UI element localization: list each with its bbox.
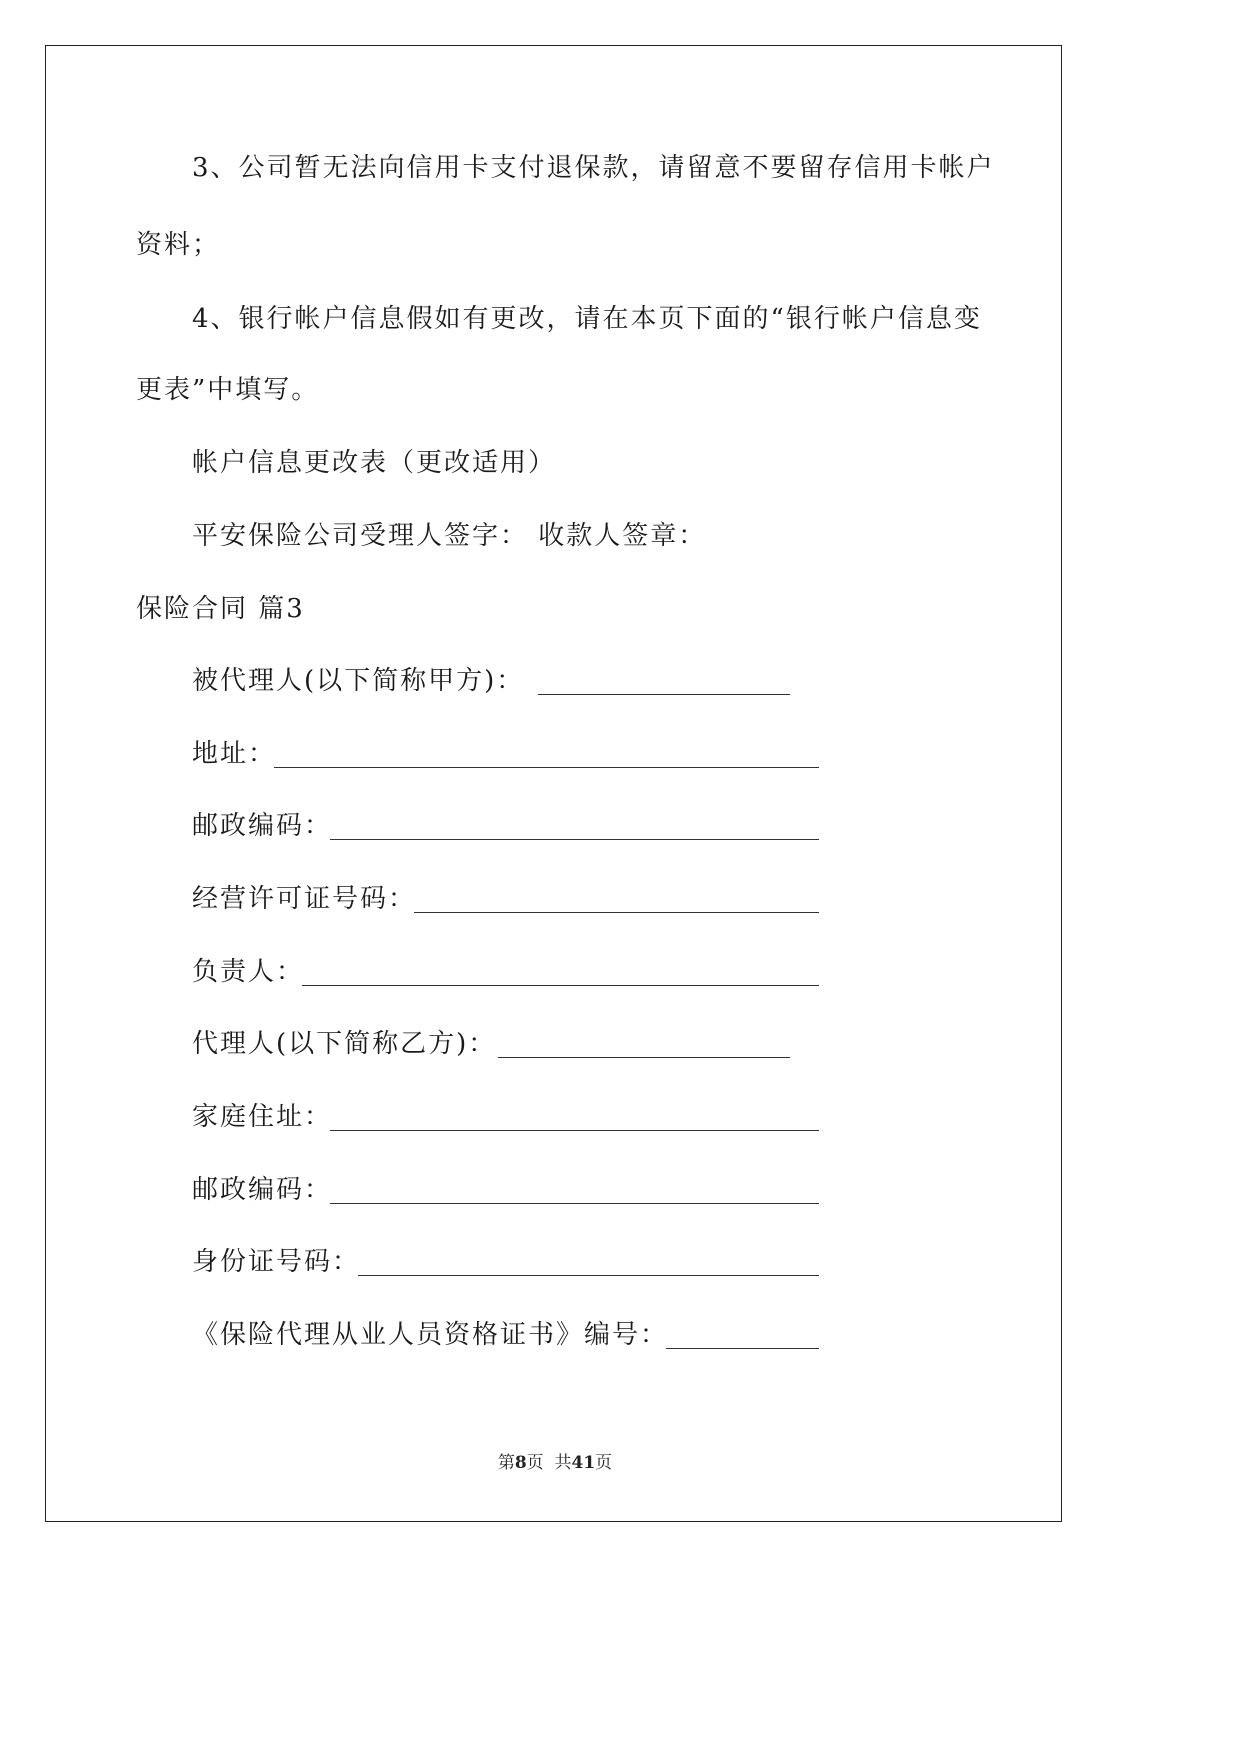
form-field-label: 地址： (192, 739, 277, 769)
paragraph-4-line-2: 更表”中填写。 (136, 375, 320, 405)
fill-in-blank[interactable] (274, 738, 819, 770)
page-border (45, 45, 1062, 1522)
paragraph-3-line-1: 3、公司暂无法向信用卡支付退保款，请留意不要留存信用卡帐户 (192, 153, 995, 183)
form-field-principal (192, 665, 524, 697)
footer-suffix: 页 (595, 1453, 613, 1473)
form-field-certificate-number (192, 1319, 668, 1351)
fill-in-blank[interactable] (498, 1028, 790, 1060)
fill-in-blank[interactable] (330, 1174, 819, 1206)
form-field-label: 负责人： (192, 957, 305, 987)
form-field-license-number (192, 883, 416, 915)
fill-in-blank[interactable] (358, 1246, 819, 1278)
form-field-label: 代理人(以下简称乙方)： (192, 1029, 497, 1059)
form-field-label: 《保险代理从业人员资格证书》编号： (192, 1320, 669, 1350)
form-field-address (192, 738, 276, 770)
form-field-home-address (192, 1101, 332, 1133)
fill-in-blank[interactable] (414, 883, 819, 915)
form-field-label: 被代理人(以下简称甲方)： (192, 666, 525, 696)
form-field-label: 身份证号码： (192, 1247, 361, 1277)
paragraph-3-line-2: 资料； (136, 230, 221, 260)
fill-in-blank[interactable] (666, 1319, 819, 1351)
form-field-label: 邮政编码： (192, 1175, 333, 1205)
fill-in-blank[interactable] (302, 956, 819, 988)
fill-in-blank[interactable] (330, 810, 819, 842)
section-heading: 保险合同 篇3 (136, 594, 305, 624)
form-field-postal-code (192, 810, 332, 842)
form-field-label: 经营许可证号码： (192, 884, 417, 914)
form-field-label: 家庭住址： (192, 1102, 333, 1132)
form-field-postal-code-2 (192, 1174, 332, 1206)
fill-in-blank[interactable] (538, 665, 790, 697)
form-field-id-number (192, 1246, 360, 1278)
fill-in-blank[interactable] (330, 1101, 819, 1133)
footer-page-total: 41 (571, 1453, 596, 1473)
signature-line: 平安保险公司受理人签字： 收款人签章： (192, 521, 707, 551)
footer-mid: 页 共 (526, 1453, 572, 1473)
page-footer (0, 1452, 1110, 1474)
paragraph-4-line-1: 4、银行帐户信息假如有更改，请在本页下面的“银行帐户信息变 (192, 304, 982, 334)
table-title: 帐户信息更改表（更改适用） (192, 448, 557, 478)
form-field-agent (192, 1028, 496, 1060)
footer-page-current: 8 (514, 1453, 527, 1473)
form-field-person-in-charge (192, 956, 304, 988)
footer-prefix: 第 (497, 1453, 515, 1473)
form-field-label: 邮政编码： (192, 811, 333, 841)
